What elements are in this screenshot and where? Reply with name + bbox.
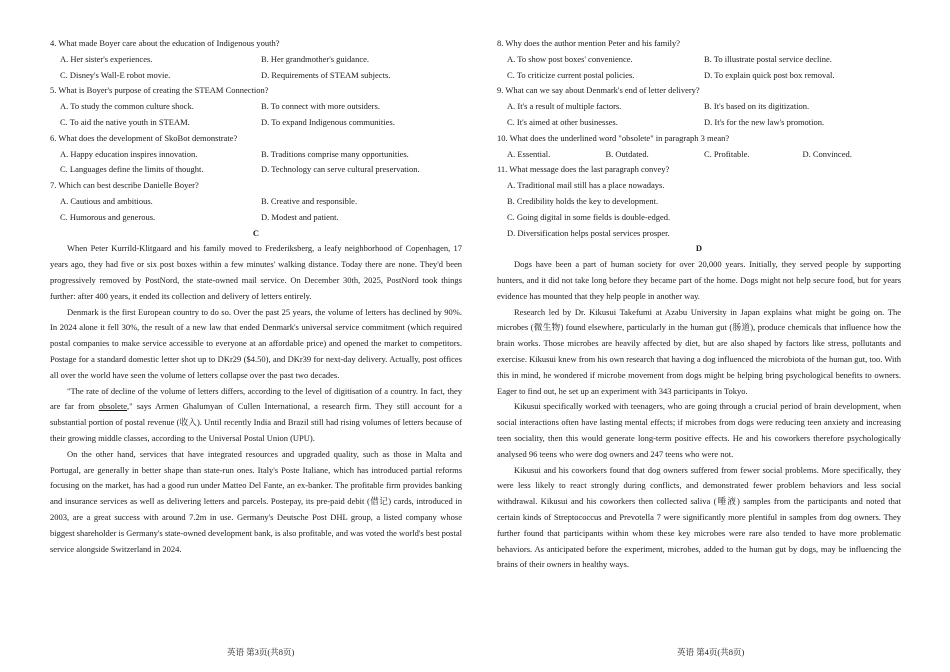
- page-footer-left: 英语 第3页(共8页): [227, 647, 295, 657]
- option: D. Modest and patient.: [261, 211, 339, 222]
- passage-paragraph: Denmark is the first European country to do so. Over the past 25 years, the volume of letters has declined by 90%. In 2024 alone it fell 30%, the result of a new law that ended Denmark's universal service commitment (which required postal companies to make service accessible to everyone at an affordable price) and opened the market to competitors. Postage for a standard domestic letter shot up to DKr29 ($4.50), and DKr39 for next-day delivery. Actually, post offices all over the world have seen the volume of letters collapse over the past two decades.: [50, 306, 462, 380]
- underlined-word: obsolete: [98, 401, 128, 412]
- option: A. Essential.: [507, 148, 551, 159]
- options-10: [497, 147, 901, 163]
- section-heading-c: C: [252, 227, 260, 238]
- left-column: [50, 36, 462, 557]
- passage-paragraph: Dogs have been a part of human society for over 20,000 years. Initially, they served people by supporting hunters, and it did not take long before they became part of the home. Dogs might not help secure food, but for years evidence has mounted that they help people in another way.: [497, 259, 901, 301]
- option: A. Traditional mail still has a place nowadays.: [507, 180, 665, 191]
- option: C. To criticize current postal policies.: [507, 69, 635, 80]
- option: A. It's a result of multiple factors.: [507, 101, 622, 112]
- question-6: 6. What does the development of SkoBot demonstrate?: [50, 132, 238, 143]
- passage-paragraph: When Peter Kurrild-Klitgaard and his family moved to Frederiksberg, a leafy neighborhood of Copenhagen, 17 years ago, they had five or six post boxes within a few minutes' walking distance. Today there are none. They'd been progressively removed by PostNord, the state-owned mail service. On December 30th, 2025, PostNord took things further: after 400 years, it ended its collection and delivery of letters entirely.: [50, 243, 462, 301]
- options-11: [497, 178, 901, 241]
- question-5: 5. What is Boyer's purpose of creating the STEAM Connection?: [50, 85, 269, 96]
- question-11: 11. What message does the last paragraph convey?: [497, 164, 670, 175]
- options-9: [497, 99, 901, 131]
- option: D. Technology can serve cultural preservation.: [261, 164, 420, 175]
- page-footer-right: 英语 第4页(共8页): [677, 647, 745, 657]
- option: C. Going digital in some fields is double-edged.: [507, 211, 671, 222]
- option: A. Happy education inspires innovation.: [60, 148, 198, 159]
- option: D. Convinced.: [802, 148, 852, 159]
- option: C. Languages define the limits of thought.: [60, 164, 204, 175]
- option: B. Outdated.: [605, 148, 649, 159]
- options-5: [50, 99, 462, 131]
- passage-paragraph: On the other hand, services that have integrated resources and upgraded quality, such as those in Malta and Portugal, are generally in better shape than state-run ones. Italy's Poste Italiane, which has introduced partial reforms focusing on the market, has had a good run under Matteo Del Fante, an ex-banker. The profitable firm provides banking and insurance services as well as delivering letters and parcels. Postepay, its pre-paid debit (借记) cards, introduced in 2003, are a great success with around 7.2m in use. Germany's Deutsche Post DHL group, a listed company whose biggest shareholder is Germany's state-owned development bank, is also profitable, and was voted the world's best postal service alongside Switzerland in 2024.: [50, 448, 462, 554]
- passage-paragraph: Kikusui specifically worked with teenagers, who are going through a crucial period of brain development, when social interactions often have lasting mental effects; if microbes from dogs were reducing teen anxiety and increasing teen sociality, then this would generate long-term positive effects. He and his coworkers therefore psychologically analysed 96 teens who were dog owners and 247 teens who were not.: [497, 401, 901, 459]
- option: B. To illustrate postal service decline.: [704, 53, 832, 64]
- option: C. Humorous and generous.: [60, 211, 156, 222]
- option: D. To explain quick post box removal.: [704, 69, 835, 80]
- option: B. It's based on its digitization.: [704, 101, 810, 112]
- option: D. It's for the new law's promotion.: [704, 116, 825, 127]
- option: D. Diversification helps postal services prosper.: [507, 227, 670, 238]
- option: B. To connect with more outsiders.: [261, 101, 380, 112]
- option: B. Credibility holds the key to development.: [507, 195, 659, 206]
- options-8: [497, 52, 901, 84]
- options-4: [50, 52, 462, 84]
- option: A. Cautious and ambitious.: [60, 195, 153, 206]
- option: A. Her sister's experiences.: [60, 53, 153, 64]
- question-7: 7. Which can best describe Danielle Boyer?: [50, 180, 199, 191]
- passage-paragraph-quote: [50, 384, 462, 447]
- question-4: 4. What made Boyer care about the education of Indigenous youth?: [50, 38, 280, 48]
- quote-text: ," says Armen Ghalumyan of Cullen International, a research firm. They still account for a substantial portion of postal revenue (收入). Until recently India and Brazil still had rising volumes of letters because of their growing middle classes, according to the Universal Postal Union (UPU).: [50, 401, 462, 443]
- option: A. To study the common culture shock.: [60, 101, 194, 112]
- option: A. To show post boxes' convenience.: [507, 53, 633, 64]
- right-column: [497, 36, 901, 573]
- option: C. It's aimed at other businesses.: [507, 116, 618, 127]
- question-9: 9. What can we say about Denmark's end of letter delivery?: [497, 85, 700, 96]
- question-10: 10. What does the underlined word "obsolete" in paragraph 3 mean?: [497, 132, 730, 143]
- option: C. Profitable.: [704, 148, 750, 159]
- option: D. To expand Indigenous communities.: [261, 116, 395, 127]
- question-8: 8. Why does the author mention Peter and his family?: [497, 38, 681, 48]
- option: B. Traditions comprise many opportunities.: [261, 148, 409, 159]
- option: B. Creative and responsible.: [261, 195, 358, 206]
- option: D. Requirements of STEAM subjects.: [261, 69, 391, 80]
- option: C. To aid the native youth in STEAM.: [60, 116, 190, 127]
- options-6: [50, 147, 462, 179]
- passage-paragraph: Kikusui and his coworkers found that dog owners suffered from fewer social problems. More specifically, they were less likely to react strongly during conflicts, and demonstrated fewer problem behaviors and less social withdrawal. Kikusui and his coworkers then collected saliva (唾液) samples from the participants and noted that certain kinds of Streptococcus and Prevotella 7 were significantly more plentiful in samples from dog owners. They further found that participants within whom these key microbes were rare also tended to have more problematic behaviors. As anticipated before the experiment, microbes, added to the human gut by dogs, may be influencing the brains of their owners in healthy ways.: [497, 464, 901, 570]
- option: B. Her grandmother's guidance.: [261, 53, 369, 64]
- section-heading-d: D: [695, 243, 703, 254]
- options-7: [50, 194, 462, 226]
- option: C. Disney's Wall-E robot movie.: [60, 69, 171, 80]
- quote-text: "The rate of decline of the volume of letters differs, according to the level of digitisation of a country. In fact, they are far from: [50, 385, 462, 412]
- passage-paragraph: Research led by Dr. Kikusui Takefumi at Azabu University in Japan explains what might be going on. The microbes (微生物) found elsewhere, particularly in the human gut (肠道), produce chemicals that influence how the brain works. Those microbes are heavily affected by diet, but are also shaped by factors like stress, pollutants and exercise. Kikusui knew from his own research that having a dog influenced the microbiota of the human gut, too. With this in mind, he wondered if microbe movement from dogs might be helping bring psychological benefits to owners. Eager to find out, he set up an experiment with 343 participants in Tokyo.: [497, 306, 901, 396]
